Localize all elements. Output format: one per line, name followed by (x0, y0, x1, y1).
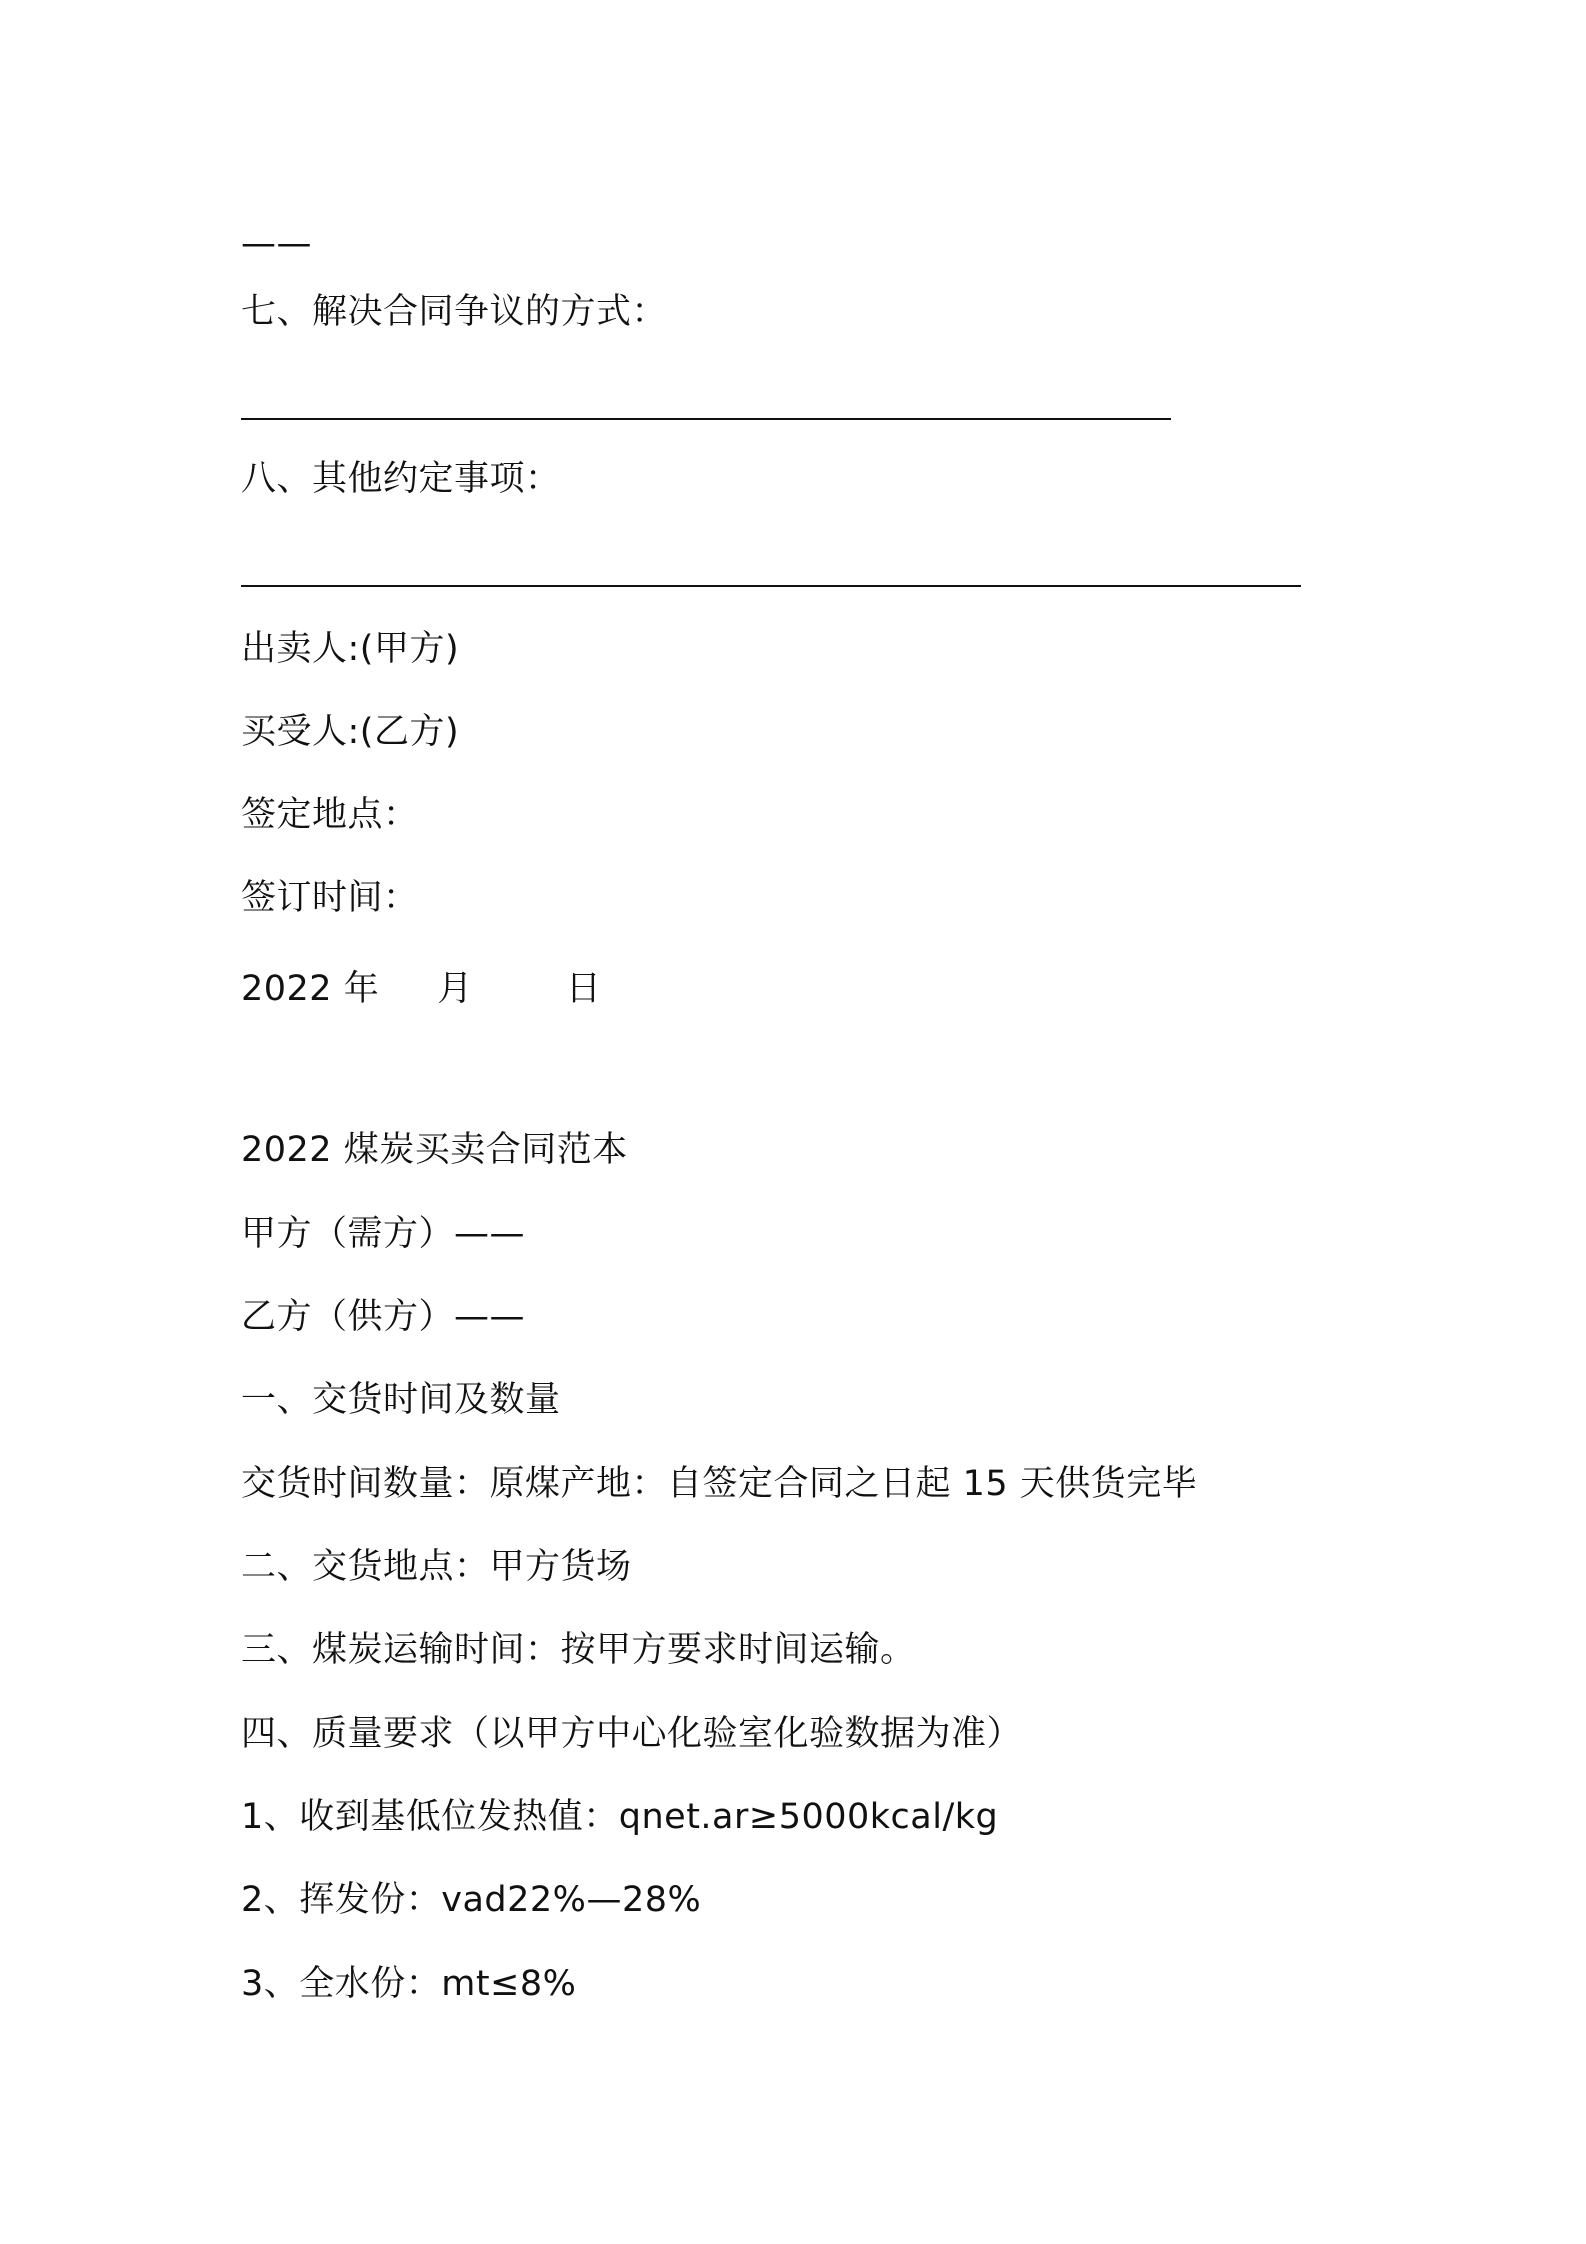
signing-time-label: 签订时间： (241, 878, 419, 918)
delivery-time-text: 交货时间数量：原煤产地：自签定合同之日起 15 天供货完毕 (241, 1464, 1198, 1504)
section-heading-transport-time: 三、煤炭运输时间：按甲方要求时间运输。 (241, 1630, 916, 1670)
signing-place-label: 签定地点： (241, 795, 419, 835)
section-heading-delivery-place: 二、交货地点：甲方货场 (241, 1547, 632, 1587)
party-b-label: 乙方（供方）—— (241, 1297, 526, 1337)
section-heading-delivery-time: 一、交货时间及数量 (241, 1380, 561, 1420)
section-heading-quality: 四、质量要求（以甲方中心化验室化验数据为准） (241, 1714, 1023, 1754)
quality-item-total-moisture: 3、全水份：mt≤8% (241, 1964, 577, 2004)
contract-title: 2022 煤炭买卖合同范本 (241, 1130, 628, 1170)
blank-fill-line-dispute (241, 418, 1171, 420)
section-heading-other-terms: 八、其他约定事项： (241, 459, 561, 499)
blank-fill-line-other-terms (241, 585, 1301, 587)
seller-label: 出卖人:(甲方) (241, 629, 460, 669)
dash-line: —— (241, 224, 312, 264)
section-heading-dispute-resolution: 七、解决合同争议的方式： (241, 292, 668, 332)
quality-item-volatile-matter: 2、挥发份：vad22%—28% (241, 1880, 702, 1920)
date-line: 2022 年 月 日 (241, 969, 602, 1009)
quality-item-calorific-value: 1、收到基低位发热值：qnet.ar≥5000kcal/kg (241, 1797, 999, 1837)
buyer-label: 买受人:(乙方) (241, 712, 460, 752)
party-a-label: 甲方（需方）—— (241, 1214, 526, 1254)
